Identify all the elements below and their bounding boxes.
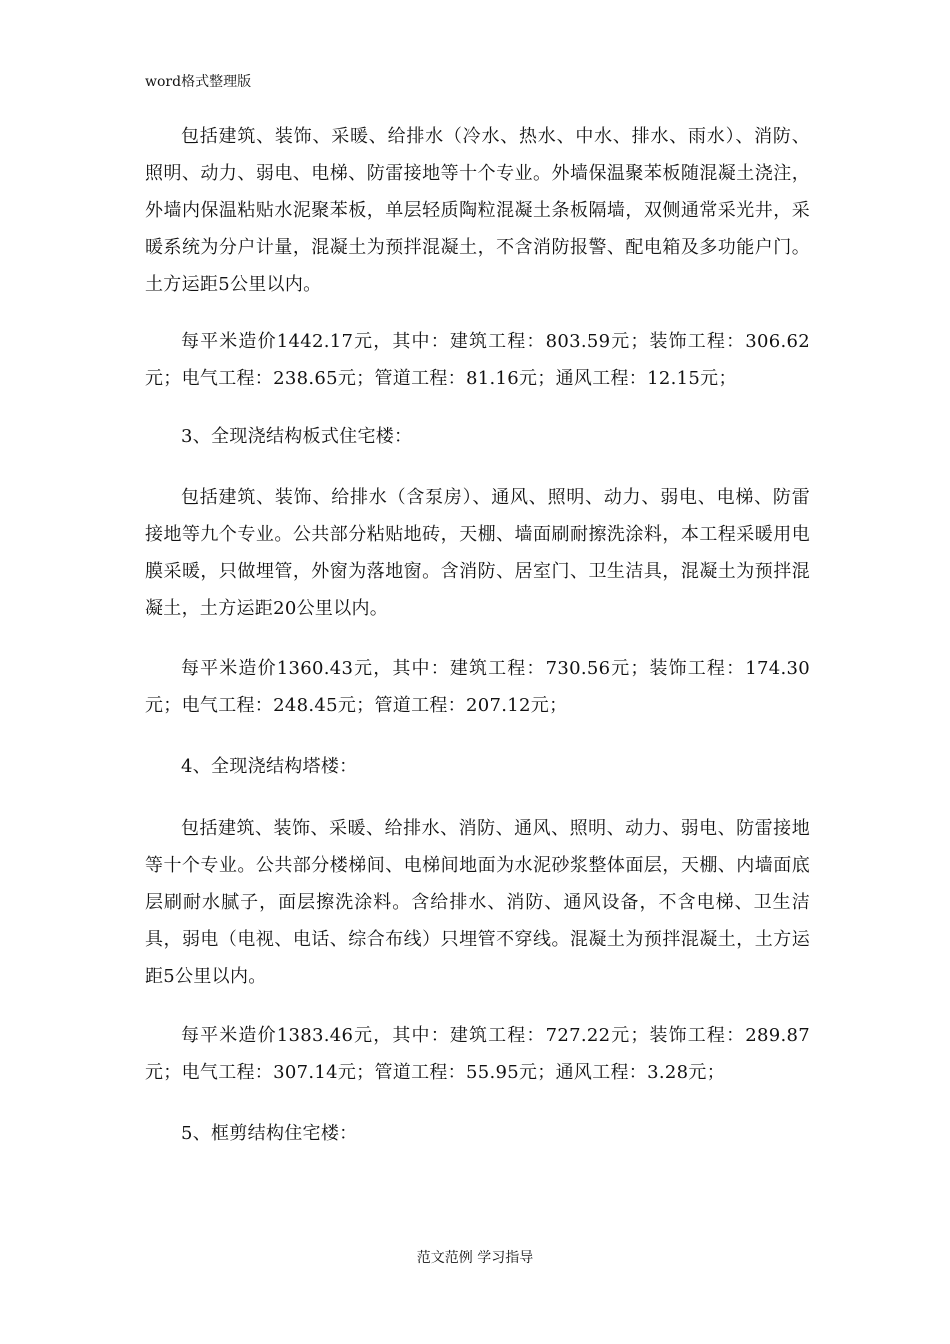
paragraph-cost-breakdown: 每平米造价1383.46元，其中：建筑工程：727.22元；装饰工程：289.87元；电气工程：307.14元；管道工程：55.95元；通风工程：3.28元； [145,1025,810,1083]
paragraph-scope-description: 包括建筑、装饰、给排水（含泵房）、通风、照明、动力、弱电、电梯、防雷接地等九个专业。公共部分粘贴地砖，天棚、墙面刷耐擦洗涂料，本工程采暖用电膜采暖，只做埋管，外窗为落地窗。含消防、居室门、卫生洁具，混凝土为预拌混凝土，土方运距20公里以内。 [145,487,810,619]
section-heading-3: 3、全现浇结构板式住宅楼： [181,426,413,447]
paragraph-cost-breakdown: 每平米造价1442.17元，其中：建筑工程：803.59元；装饰工程：306.62元；电气工程：238.65元；管道工程：81.16元；通风工程：12.15元； [145,331,810,389]
paragraph-block-9 [145,1115,810,1152]
paragraph-block-7 [145,810,810,995]
paragraph-block-8 [145,1017,810,1091]
page-footer: 范文范例 学习指导 [416,1250,534,1266]
section-heading-5: 5、框剪结构住宅楼： [181,1123,358,1144]
paragraph-scope-description: 包括建筑、装饰、采暖、给排水、消防、通风、照明、动力、弱电、防雷接地等十个专业。公共部分楼梯间、电梯间地面为水泥砂浆整体面层，天棚、内墙面底层刷耐水腻子，面层擦洗涂料。含给排水、消防、通风设备，不含电梯、卫生洁具，弱电（电视、电话、综合布线）只埋管不穿线。混凝土为预拌混凝土，土方运距5公里以内。 [145,818,810,987]
section-heading-4: 4、全现浇结构塔楼： [181,756,358,777]
paragraph-block-5 [145,650,810,724]
paragraph-block-4 [145,479,810,627]
paragraph-cost-breakdown: 每平米造价1360.43元，其中：建筑工程：730.56元；装饰工程：174.30元；电气工程：248.45元；管道工程：207.12元； [145,658,810,716]
paragraph-block-6 [145,748,810,785]
paragraph-scope-description: 包括建筑、装饰、采暖、给排水（冷水、热水、中水、排水、雨水）、消防、照明、动力、弱电、电梯、防雷接地等十个专业。外墙保温聚苯板随混凝土浇注，外墙内保温粘贴水泥聚苯板，单层轻质陶粒混凝土条板隔墙，双侧通常采光井，采暖系统为分户计量，混凝土为预拌混凝土，不含消防报警、配电箱及多功能户门。土方运距5公里以内。 [145,126,810,295]
paragraph-block-3 [145,418,810,455]
page-header: word格式整理版 [145,74,252,90]
paragraph-block-2 [145,323,810,397]
paragraph-block-1 [145,118,810,303]
